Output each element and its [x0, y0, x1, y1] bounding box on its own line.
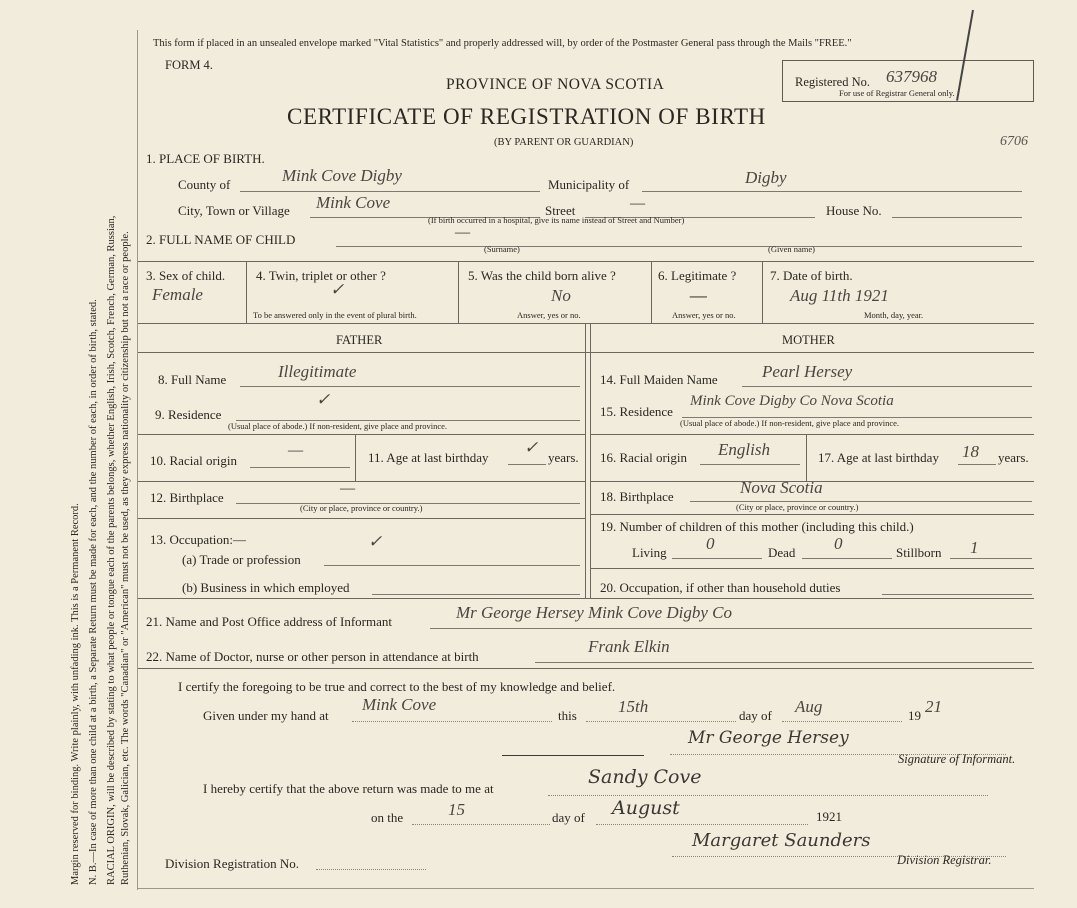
mother-birthplace-note: (City or place, province or country.) [736, 502, 859, 512]
father-heading: FATHER [336, 333, 383, 347]
given-day-value: 15th [618, 697, 649, 716]
registrar-month-value: August [612, 797, 680, 819]
margin-note-2: N. B.—In case of more than one child at a birth, a Separate Return must be made for each, and the number of each, in order of birth, stated. [88, 299, 99, 885]
father-birthplace-note: (City or place, province or country.) [300, 503, 423, 513]
place-section-label: 1. PLACE OF BIRTH. [146, 151, 265, 166]
municipality-value: Digby [745, 168, 787, 187]
twin-label: 4. Twin, triplet or other ? [256, 268, 386, 283]
city-value: Mink Cove [316, 193, 391, 212]
father-age-label: 11. Age at last birthday [368, 450, 489, 465]
doctor-value: Frank Elkin [588, 637, 670, 656]
father-age-value: ✓ [524, 438, 539, 457]
given-place-value: Mink Cove [362, 695, 437, 714]
child-name-label: 2. FULL NAME OF CHILD [146, 232, 296, 247]
given-year-value: 21 [925, 697, 942, 716]
legitimate-value: — [690, 286, 707, 305]
twin-value: ✓ [330, 280, 345, 299]
house-no-label: House No. [826, 203, 882, 218]
father-racial-label: 10. Racial origin [150, 453, 238, 468]
dob-value: Aug 11th 1921 [790, 286, 889, 305]
division-registration-label: Division Registration No. [165, 856, 299, 871]
father-trade-value: ✓ [368, 532, 383, 551]
mother-name-value: Pearl Hersey [762, 362, 853, 381]
father-name-value: Illegitimate [278, 362, 357, 381]
certify-statement: I certify the foregoing to be true and correct to the best of my knowledge and belief. [178, 679, 616, 694]
surname-note: (Surname) [484, 244, 520, 254]
father-years: years. [548, 450, 579, 465]
registrar-signature: Margaret Saunders [692, 830, 871, 851]
province-heading: PROVINCE OF NOVA SCOTIA [446, 76, 665, 93]
given-under-label: Given under my hand at [203, 708, 329, 723]
registrar-use-note: For use of Registrar General only. [839, 88, 955, 98]
registrar-place-value: Sandy Cove [588, 766, 702, 788]
mother-residence-label: 15. Residence [600, 404, 673, 419]
registrar-year: 1921 [816, 809, 842, 824]
informant-label: 21. Name and Post Office address of Informant [146, 614, 392, 629]
registrar-statement: I hereby certify that the above return was made to me at [203, 781, 494, 796]
mother-years: years. [998, 450, 1029, 465]
dob-label: 7. Date of birth. [770, 268, 853, 283]
father-racial-value: — [288, 440, 304, 459]
father-residence-note: (Usual place of abode.) If non-resident, give place and province. [228, 421, 448, 431]
stillborn-label: Stillborn [896, 545, 942, 560]
margin-note-3: RACIAL ORIGIN, will be described by stating to what people or tongue each of the parents belongs, whether English, Irish, Scotch, French, German, Russian, [106, 215, 117, 885]
on-the-label: on the [371, 810, 404, 825]
legitimate-label: 6. Legitimate ? [658, 268, 737, 283]
father-name-label: 8. Full Name [158, 372, 227, 387]
margin-note-4: Ruthenian, Slovak, Galician, etc. The words "Canadian" or "American" must not be used, as they express nationality or citizenship but not a race or people. [120, 231, 131, 885]
division-registrar-label: Division Registrar. [897, 853, 992, 867]
father-birthplace-label: 12. Birthplace [150, 490, 224, 505]
living-value: 0 [706, 534, 715, 553]
mother-residence-value: Mink Cove Digby Co Nova Scotia [690, 393, 894, 409]
mother-birthplace-label: 18. Birthplace [600, 489, 674, 504]
child-name-value: — [455, 222, 471, 241]
this-label: this [558, 708, 577, 723]
mother-name-label: 14. Full Maiden Name [600, 372, 718, 387]
mother-age-value: 18 [962, 442, 979, 461]
stillborn-value: 1 [970, 538, 979, 557]
given-month-value: Aug [795, 697, 823, 716]
dead-value: 0 [834, 534, 843, 553]
mother-children-label: 19. Number of children of this mother (including this child.) [600, 519, 914, 534]
informant-signature: Mr George Hersey [688, 728, 849, 748]
hospital-note: (If birth occurred in a hospital, give its name instead of Street and Number) [428, 215, 685, 225]
given-year-prefix: 19 [908, 708, 921, 723]
page-title: CERTIFICATE OF REGISTRATION OF BIRTH [287, 104, 766, 129]
county-label: County of [178, 177, 231, 192]
corner-mark: 6706 [1000, 134, 1028, 149]
living-label: Living [632, 545, 667, 560]
alive-label: 5. Was the child born alive ? [468, 268, 616, 283]
registered-label: Registered No. [795, 75, 870, 89]
mother-birthplace-value: Nova Scotia [740, 478, 823, 497]
mother-age-label: 17. Age at last birthday [818, 450, 939, 465]
given-name-note: (Given name) [768, 244, 815, 254]
mother-racial-value: English [718, 440, 770, 459]
father-occupation-label: 13. Occupation:— [150, 532, 247, 547]
street-value: — [630, 193, 646, 212]
twin-note: To be answered only in the event of plural birth. [253, 310, 417, 320]
form-number: FORM 4. [165, 58, 213, 72]
mother-occupation-label: 20. Occupation, if other than household duties [600, 580, 841, 595]
legitimate-note: Answer, yes or no. [672, 310, 736, 320]
mother-residence-note: (Usual place of abode.) If non-resident, give place and province. [680, 418, 900, 428]
signature-label: Signature of Informant. [898, 752, 1016, 766]
informant-value: Mr George Hersey Mink Cove Digby Co [456, 603, 733, 622]
father-residence-label: 9. Residence [155, 407, 222, 422]
registered-number: 637968 [886, 67, 937, 86]
mother-heading: MOTHER [782, 333, 835, 347]
page-subtitle: (BY PARENT OR GUARDIAN) [494, 137, 634, 148]
doctor-label: 22. Name of Doctor, nurse or other person in attendance at birth [146, 649, 479, 664]
father-residence-value: ✓ [316, 390, 331, 409]
given-dayof-label: day of [739, 708, 772, 723]
registered-box [782, 60, 1034, 102]
mail-notice: This form if placed in an unsealed envelope marked "Vital Statistics" and properly addressed will, by order of the Postmaster General pass through the Mails "FREE." [153, 38, 852, 49]
sex-value: Female [152, 285, 203, 304]
alive-value: No [551, 286, 571, 305]
father-business-label: (b) Business in which employed [182, 580, 350, 595]
binding-margin-rule [137, 30, 138, 890]
father-trade-label: (a) Trade or profession [182, 552, 301, 567]
street-label: Street [545, 203, 576, 218]
municipality-label: Municipality of [548, 177, 630, 192]
dob-note: Month, day, year. [864, 310, 924, 320]
margin-note-1: Margin reserved for binding. Write plainly, with unfading ink. This is a Permanent Record. [70, 503, 81, 885]
registrar-dayof-label: day of [552, 810, 585, 825]
city-label: City, Town or Village [178, 203, 290, 218]
registrar-day-value: 15 [448, 800, 465, 819]
mother-racial-label: 16. Racial origin [600, 450, 688, 465]
sex-label: 3. Sex of child. [146, 268, 226, 283]
father-birthplace-value: — [340, 478, 356, 497]
county-value: Mink Cove Digby [282, 166, 402, 185]
dead-label: Dead [768, 545, 796, 560]
alive-note: Answer, yes or no. [517, 310, 581, 320]
